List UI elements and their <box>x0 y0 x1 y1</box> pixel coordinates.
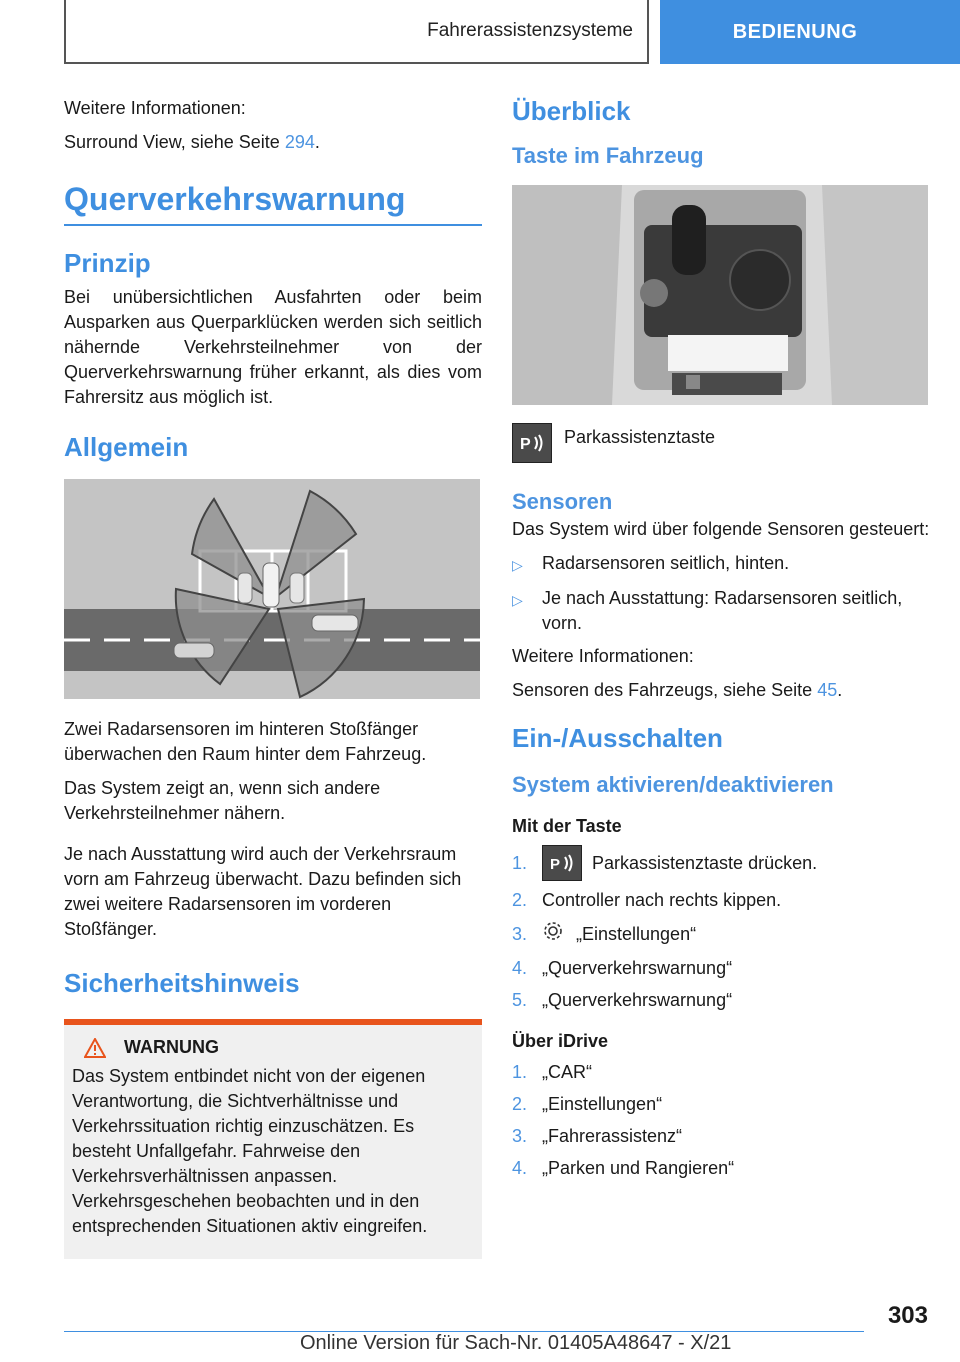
more-dot: . <box>837 680 843 700</box>
safety-heading: Sicherheitshinweis <box>64 968 300 998</box>
idrive-step-item <box>512 1092 930 1117</box>
triangle-bullet-icon: ▷ <box>512 592 523 608</box>
more-text: Sensoren des Fahrzeugs, siehe Seite <box>512 680 818 700</box>
button-caption: Parkassistenztaste <box>564 427 716 447</box>
header-chapter <box>660 0 960 64</box>
step-number: 2. <box>512 1094 528 1114</box>
step-number: 3. <box>512 1126 528 1146</box>
header-chapter-title: BEDIENUNG <box>732 20 858 43</box>
step-text: „Parken und Rangieren“ <box>542 1158 735 1178</box>
warning-text: Das System entbindet nicht von der eigenen Verantwortung, die Sichtverhältnisse und Verkehrssituation richtig einzuschätzen. Es besteht Unfallgefahr. Fahrweise den Verkehrsverhältnissen anpassen. Verkehrsgeschehen beobachten und in den entsprechenden Situationen aktiv eingreifen. <box>72 1066 428 1236</box>
cross-traffic-illustration <box>64 479 480 699</box>
step-item <box>512 920 930 949</box>
idrive-heading: Über iDrive <box>512 1031 609 1051</box>
idrive-step-item <box>512 1060 930 1085</box>
sensors-heading: Sensoren <box>512 489 613 514</box>
step-number: 1. <box>512 1062 528 1082</box>
sensors-list-text: Je nach Ausstattung: Radarsensoren seitlich, vorn. <box>542 588 903 633</box>
gear-icon <box>542 920 564 949</box>
step-number: 4. <box>512 958 528 978</box>
step-text: Controller nach rechts kippen. <box>542 890 782 910</box>
overview-heading: Überblick <box>512 96 631 126</box>
idrive-step-item <box>512 1156 930 1181</box>
more-page-link[interactable]: 45 <box>817 680 838 700</box>
header-section-title: Fahrerassistenzsysteme <box>427 20 633 41</box>
step-number: 4. <box>512 1158 528 1178</box>
intro-page-link[interactable]: 294 <box>284 132 315 152</box>
page-title: Querverkehrswarnung <box>64 181 482 226</box>
step-item <box>512 845 930 881</box>
allgemein-paragraph-1: Zwei Radarsensoren im hinteren Stoßfänger überwachen den Raum hinter dem Fahrzeug. <box>64 719 427 764</box>
prinzip-heading: Prinzip <box>64 248 151 278</box>
button-legend <box>512 423 930 463</box>
more-label: Weitere Informationen: <box>512 646 694 666</box>
step-number: 5. <box>512 990 528 1010</box>
step-number: 2. <box>512 890 528 910</box>
warning-title <box>72 1037 474 1058</box>
idrive-step-item <box>512 1124 930 1149</box>
allgemein-paragraph-3: Je nach Ausstattung wird auch der Verkehrsraum vorn am Fahrzeug überwacht. Dazu befinden sich zwei weitere Radarsensoren im vorderen Stoßfänger. <box>64 844 462 939</box>
sensors-list-text: Radarsensoren seitlich, hinten. <box>542 553 790 573</box>
park-assist-button-icon <box>512 423 552 463</box>
svg-text:P: P <box>520 436 531 453</box>
triangle-bullet-icon: ▷ <box>512 557 523 573</box>
step-item <box>512 988 930 1013</box>
step-item <box>512 888 930 913</box>
intro-label: Weitere Informationen: <box>64 98 246 118</box>
step-text: „Einstellungen“ <box>542 1094 663 1114</box>
allgemein-heading: Allgemein <box>64 432 189 462</box>
footer-version: Online Version für Sach-Nr. 01405A48647 - X/21 <box>300 1332 732 1354</box>
step-text: „Querverkehrswarnung“ <box>542 990 733 1010</box>
onoff-heading: Ein-/Ausschalten <box>512 723 723 753</box>
page-number: 303 <box>887 1302 928 1329</box>
step-text: „CAR“ <box>542 1062 592 1082</box>
sensors-text: Das System wird über folgende Sensoren gesteuert: <box>512 519 930 539</box>
left-column <box>64 96 482 1259</box>
intro-text: Surround View, siehe Seite <box>64 132 285 152</box>
with-button-heading: Mit der Taste <box>512 816 622 836</box>
center-console-photo <box>512 185 928 405</box>
warning-box <box>64 1025 482 1259</box>
step-text: „Querverkehrswarnung“ <box>542 958 733 978</box>
prinzip-text: Bei unübersichtlichen Ausfahrten oder beim Ausparken aus Querparklücken werden sich seitlich nähernde Verkehrsteilnehmer von der Querverkehrswarnung früher erkannt, als dies vom Fahrersitz aus möglich ist. <box>64 287 482 407</box>
step-text: Parkassistenztaste drücken. <box>592 852 818 873</box>
warning-label: WARNUNG <box>124 1037 219 1057</box>
activate-heading: System aktivieren/deaktivieren <box>512 772 834 797</box>
allgemein-paragraph-2: Das System zeigt an, wenn sich andere Verkehrsteilnehmer nähern. <box>64 778 381 823</box>
warning-triangle-icon <box>84 1038 106 1058</box>
more-reference <box>512 678 930 703</box>
right-column <box>512 96 930 1188</box>
svg-text:P: P <box>550 856 561 873</box>
intro-dot: . <box>314 132 320 152</box>
intro-reference <box>64 130 482 155</box>
park-assist-button-icon <box>542 845 582 881</box>
step-number: 3. <box>512 924 528 944</box>
header-section <box>64 0 649 64</box>
button-heading: Taste im Fahrzeug <box>512 143 704 168</box>
step-number: 1. <box>512 852 528 873</box>
sensors-list-item <box>512 586 930 636</box>
step-text: „Fahrerassistenz“ <box>542 1126 683 1146</box>
step-item <box>512 956 930 981</box>
sensors-list-item <box>512 551 930 578</box>
step-text: „Einstellungen“ <box>576 924 697 944</box>
